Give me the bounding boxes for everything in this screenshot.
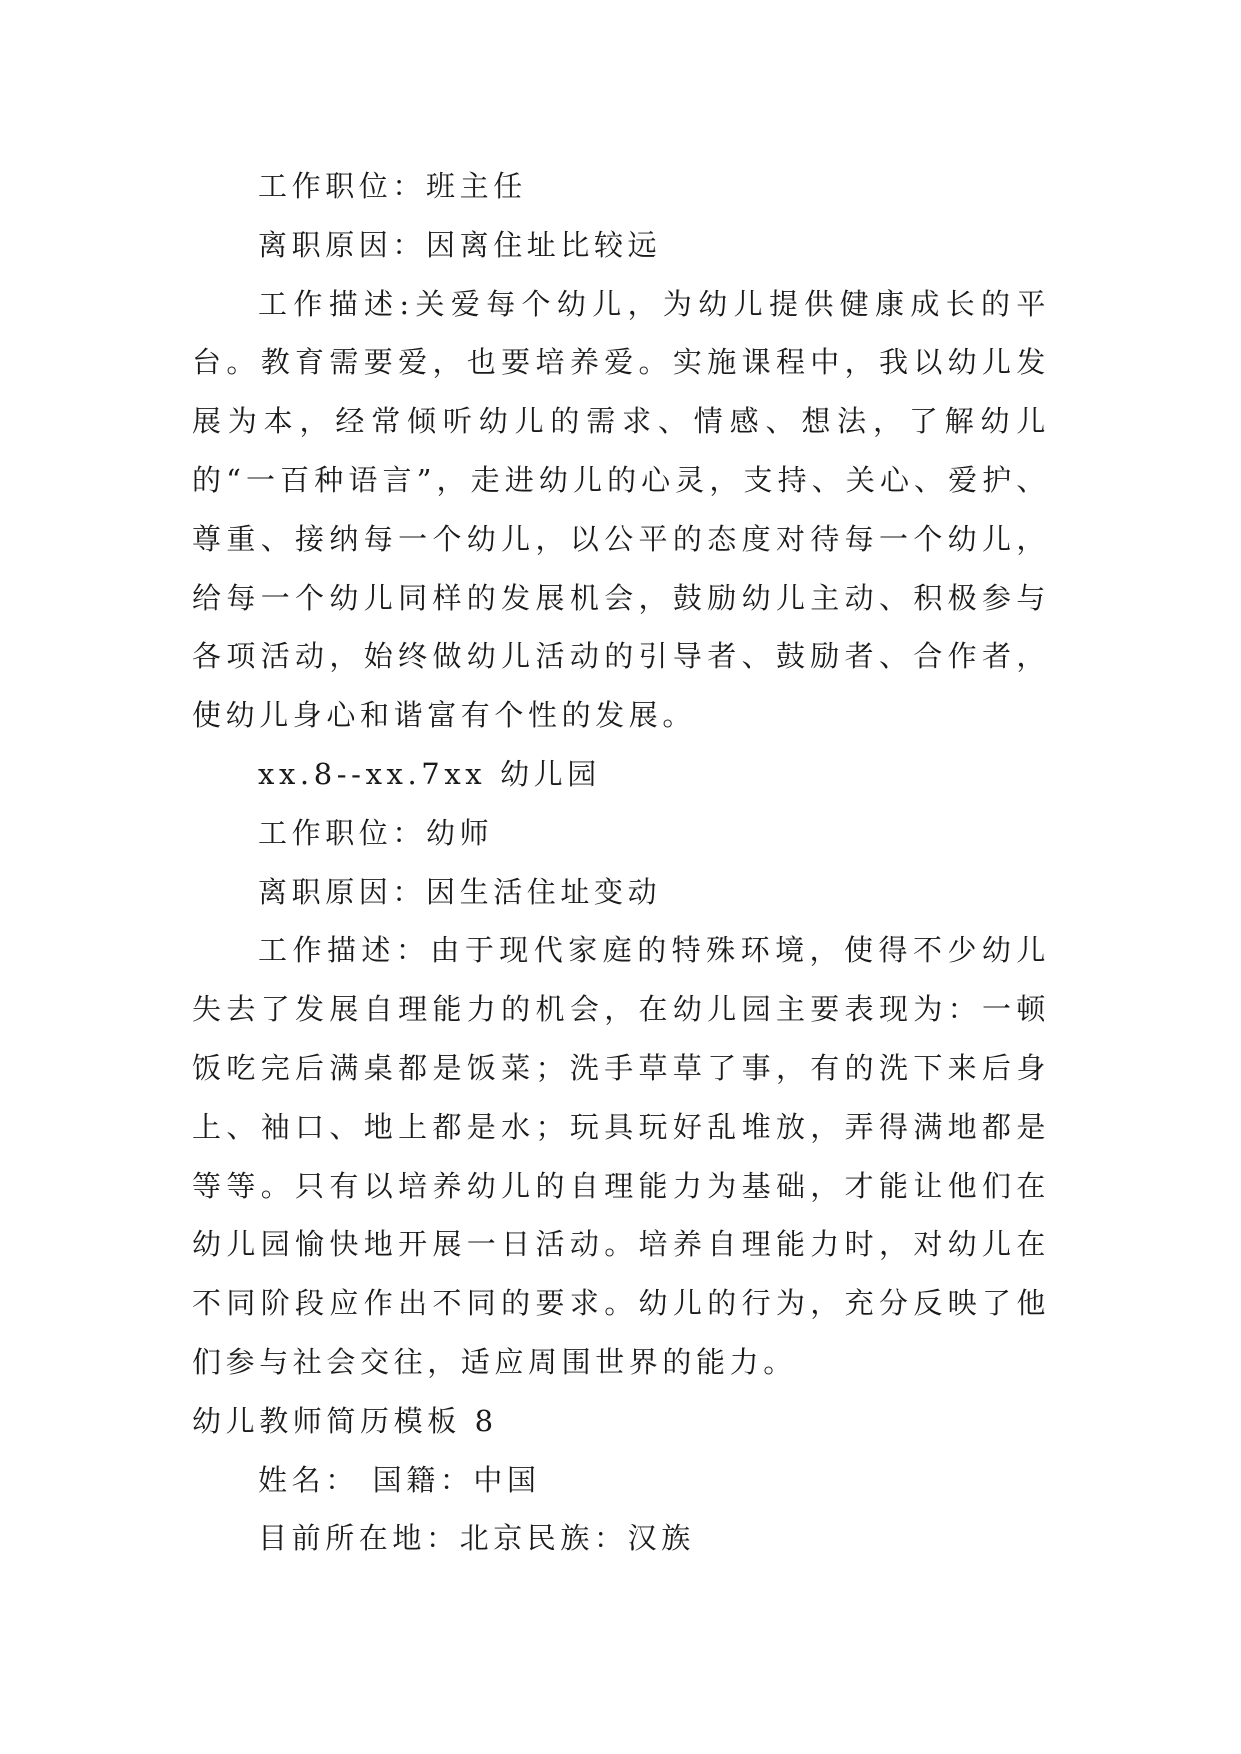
leave-reason-line-1: 离职原因：因离住址比较远	[258, 227, 662, 262]
job-title-line-1: 工作职位：班主任	[258, 169, 527, 203]
leave-reason-line-2: 离职原因：因生活住址变动	[258, 874, 662, 909]
document-body	[192, 157, 1050, 1568]
job-description-2: 工作描述：由于现代家庭的特殊环境，使得不少幼儿失去了发展自理能力的机会，在幼儿园主要表现为：一顿饭吃完后满桌都是饭菜；洗手草草了事，有的洗下来后身上、袖口、地上都是水；玩具玩好乱堆放，弄得满地都是等等。只有以培养幼儿的自理能力为基础，才能让他们在幼儿园愉快地开展一日活动。培养自理能力时，对幼儿在不同阶段应作出不同的要求。幼儿的行为，充分反映了他们参与社会交往，适应周围世界的能力。	[192, 933, 1050, 1379]
job-title-line-2: 工作职位：幼师	[258, 815, 494, 850]
employment-period-2: xx.8--xx.7xx 幼儿园	[258, 756, 601, 791]
location-ethnicity-line: 目前所在地：北京民族：汉族	[258, 1521, 695, 1556]
section-heading: 幼儿教师简历模板 8	[192, 1403, 498, 1438]
job-description-1: 工作描述:关爱每个幼儿，为幼儿提供健康成长的平台。教育需要爱，也要培养爱。实施课程中，我以幼儿发展为本，经常倾听幼儿的需求、情感、想法，了解幼儿的“一百种语言”，走进幼儿的心灵，支持、关心、爱护、尊重、接纳每一个幼儿，以公平的态度对待每一个幼儿，给每一个幼儿同样的发展机会，鼓励幼儿主动、积极参与各项活动，始终做幼儿活动的引导者、鼓励者、合作者，使幼儿身心和谐富有个性的发展。	[192, 286, 1050, 733]
name-nationality-line: 姓名： 国籍：中国	[258, 1462, 541, 1497]
